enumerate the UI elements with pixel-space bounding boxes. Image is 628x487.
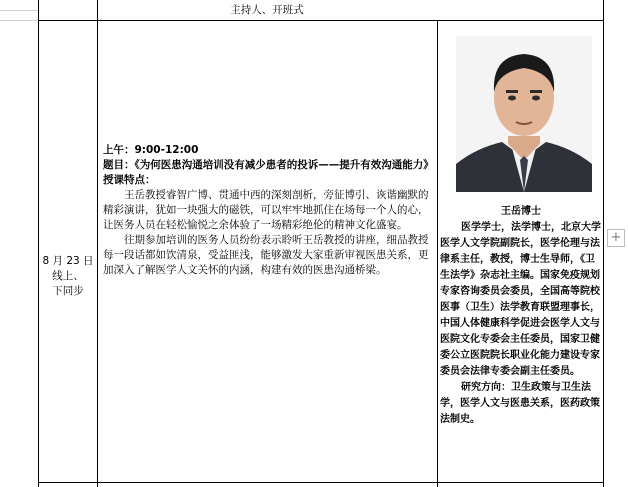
gridline — [0, 10, 38, 11]
session-mode-line1: 线上、 — [52, 270, 84, 282]
session-mode-line2: 下同步 — [52, 285, 84, 297]
speaker-biography: 医学学士，法学博士，北京大学医学人文学院副院长，医学伦理与法律系主任，教授，博士生导师，《卫生法学》杂志社主编。国家免疫规划专家咨询委员会委员，全国高等院校医事（卫生）法学教育联盟理事长，中国人体健康科学促进会医学人文与医院文化专委会主任委员，国家卫健委公立医院院长职业化能力建设专家委员会法律专委会副主任委员。 — [440, 222, 601, 377]
features-paragraph-2: 往期参加培训的医务人员纷纷表示聆听王岳教授的讲座，细品教授每一段话都如饮清泉，受益匪浅，能够激发大家重新审视医患关系，更加深入了解医学人文关怀的内涵，构建有效的医患沟通桥梁。 — [103, 234, 429, 276]
gridline — [0, 20, 38, 21]
speaker-bio — [440, 204, 602, 428]
lecture-details — [103, 143, 433, 278]
table-row-divider — [38, 20, 604, 21]
table-border-bottom — [38, 482, 604, 483]
speaker-name: 王岳博士 — [501, 206, 541, 217]
session-date: 8 月 23 日 — [42, 255, 94, 267]
table-border-right — [603, 0, 604, 487]
session-date-cell — [39, 254, 97, 299]
lecture-topic: 题目：《为何医患沟通培训没有减少患者的投诉——提升有效沟通能力》 — [103, 159, 434, 171]
speaker-portrait — [456, 36, 592, 192]
features-heading: 授课特点： — [103, 174, 156, 186]
lecture-time: 上午：9:00-12:00 — [103, 144, 199, 156]
speaker-research: 研究方向：卫生政策与卫生法学，医学人文与医患关系，医药政策法制史。 — [440, 382, 600, 425]
session-header: 主持人、开班式 — [230, 4, 304, 16]
table-column-divider — [97, 0, 98, 487]
table-border-left — [38, 0, 39, 487]
features-paragraph-1: 王岳教授睿智广博、贯通中西的深刻剖析，旁征博引、诙谐幽默的精彩演讲，犹如一块强大的磁铁，可以牢牢地抓住在场每一个人的心，让医务人员在轻松愉悦之余体验了一场精彩绝伦的精神文化盛宴。 — [103, 189, 429, 231]
expand-icon[interactable]: + — [607, 229, 625, 247]
table-column-divider — [437, 20, 438, 487]
